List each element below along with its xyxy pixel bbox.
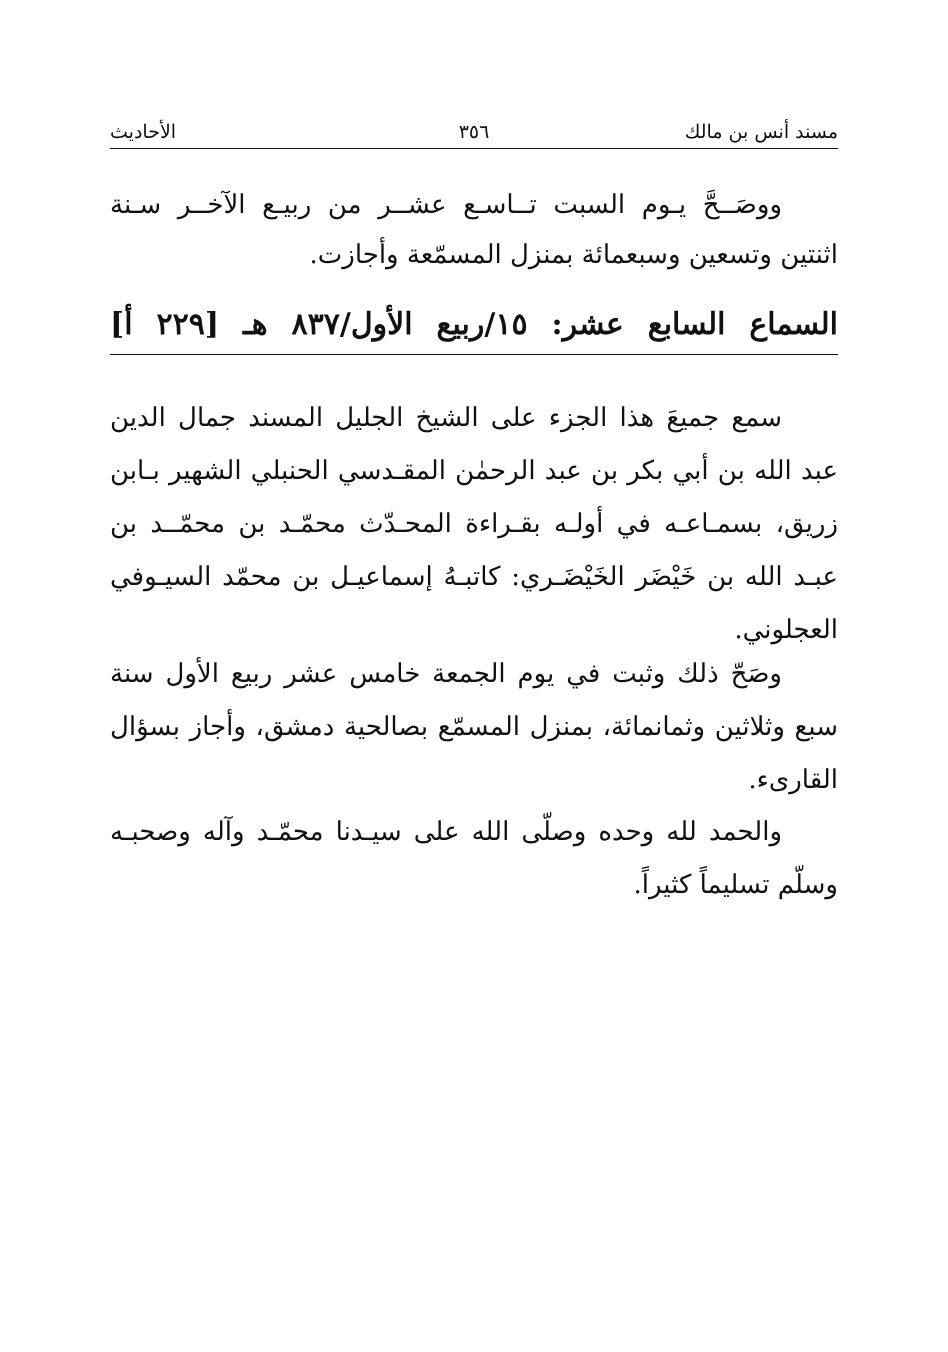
paragraph-line: وسلّم تسليماً كثيراً.	[633, 870, 838, 900]
paragraph-line: وصَحّ ذلك وثبت في يوم الجمعة خامس عشر ربيع الأول سنة	[110, 659, 782, 689]
paragraph-3	[110, 806, 838, 912]
paragraph-line: سمع جميعَ هذا الجزء على الشيخ الجليل المسند جمال الدين	[110, 403, 782, 433]
paragraph-1	[110, 392, 838, 657]
paragraph-line: اثنتين وتسعين وسبعمائة بمنزل المسمّعة وأجازت.	[309, 240, 838, 270]
paragraph-line: سبع وثلاثين وثمانمائة، بمنزل المسمّع بصالحية دمشق، وأجاز بسؤال	[110, 712, 838, 742]
paragraph-2	[110, 648, 838, 807]
paragraph-line: ووصَــحَّ يـوم السبت تــاسـع عشــر من ربيـع الآخــر سـنة	[110, 190, 782, 220]
section-heading	[110, 300, 838, 355]
section-heading-text: السماع السابع عشر: ١٥/ربيع الأول/٨٣٧ هـ [٢٢٩ أ]	[110, 307, 838, 342]
top-paragraph	[110, 180, 838, 280]
paragraph-line: القارىء.	[748, 765, 838, 795]
paragraph-line: والحمد لله وحده وصلّى الله على سيـدنا محمّـد وآله وصحبـه	[110, 817, 782, 847]
paragraph-line: زريق، بسمـاعـه في أولـه بقـراءة المحـدّث محمّـد بن محمّــد بن	[110, 509, 838, 539]
running-header	[110, 118, 838, 149]
paragraph-line: عبد الله بن أبي بكر بن عبد الرحمٰن المقـدسي الحنبلي الشهير بـابن	[110, 456, 838, 486]
paragraph-line: العجلوني.	[734, 615, 838, 645]
page-number: ٣٥٦	[458, 121, 490, 143]
section-label: الأحاديث	[110, 121, 177, 143]
paragraph-line: عبـد الله بن خَيْضَر الخَيْضَـري: كاتبـهُ إسماعيـل بن محمّد السيـوفي	[110, 562, 838, 592]
book-title: مسند أنس بن مالك	[684, 121, 838, 143]
